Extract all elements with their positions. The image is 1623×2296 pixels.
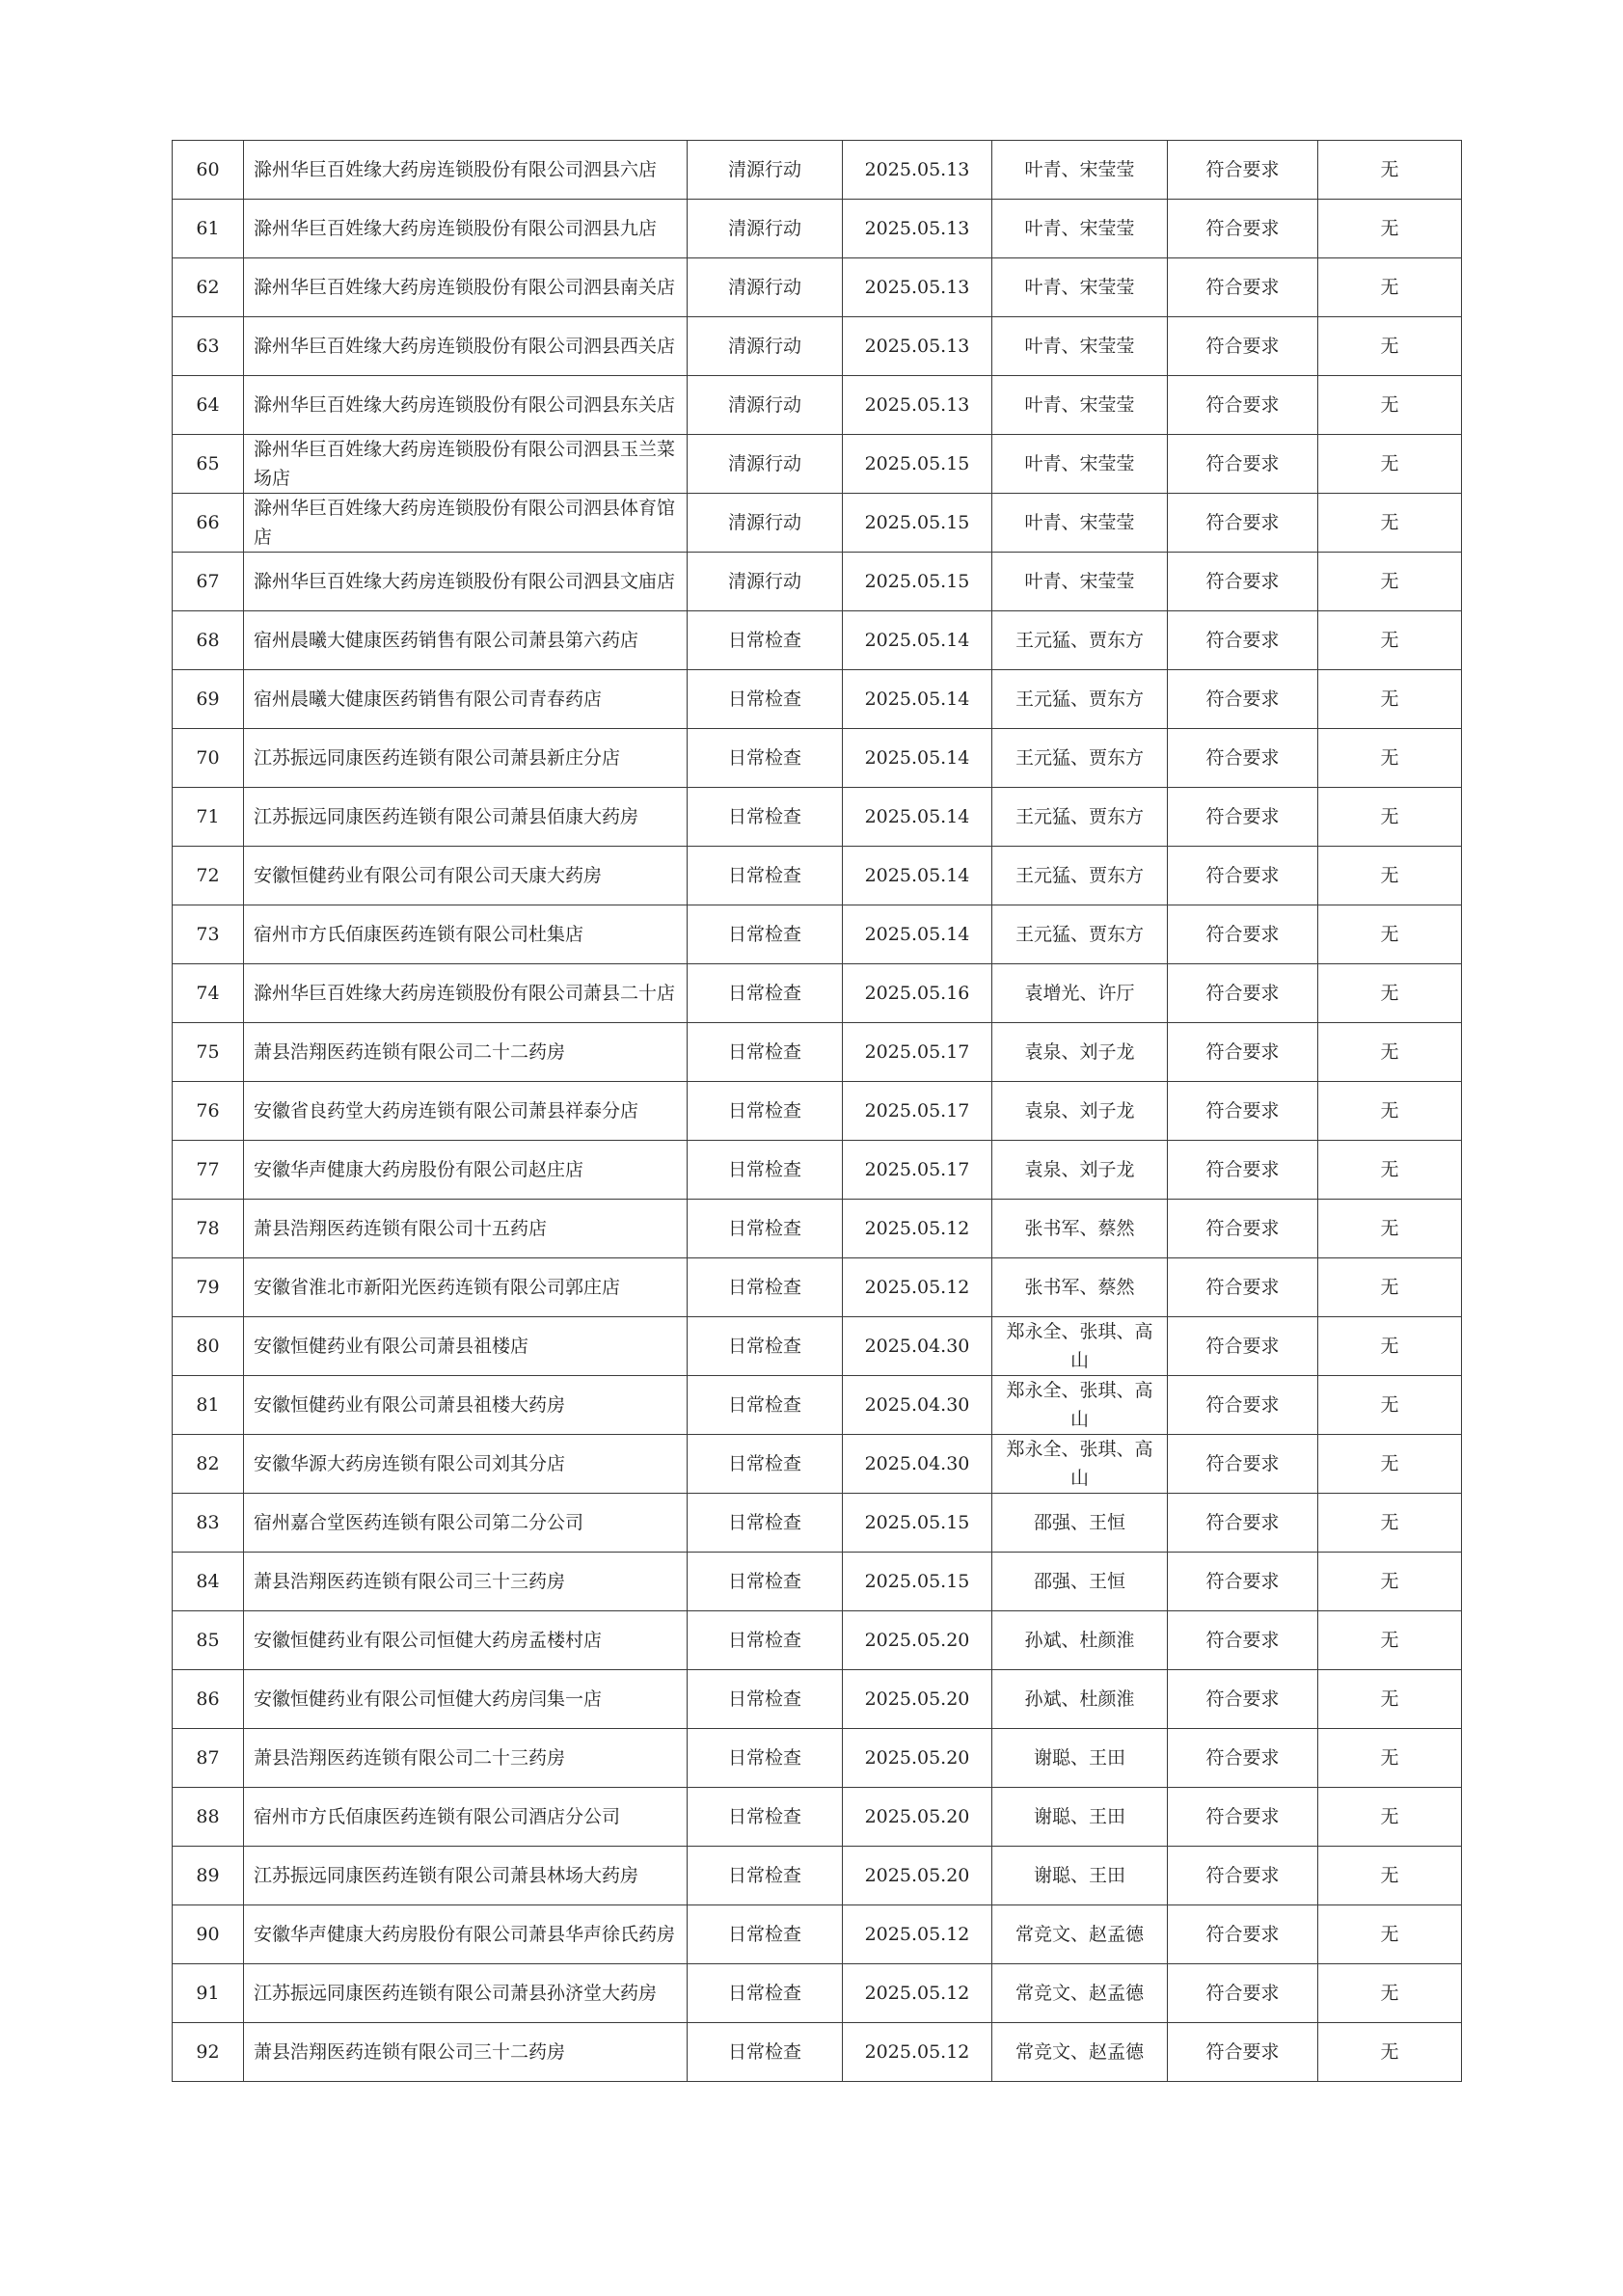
cell-inspectors: 叶青、宋莹莹 (992, 258, 1168, 317)
cell-result: 符合要求 (1168, 847, 1318, 905)
cell-result: 符合要求 (1168, 258, 1318, 317)
table-row (173, 1729, 1462, 1788)
table-row (173, 1141, 1462, 1200)
cell-inspection-date: 2025.05.20 (843, 1729, 992, 1788)
cell-store-name: 滁州华巨百姓缘大药房连锁股份有限公司泗县南关店 (244, 258, 688, 317)
cell-inspection-date: 2025.05.12 (843, 1964, 992, 2023)
cell-remark: 无 (1318, 1729, 1462, 1788)
cell-result: 符合要求 (1168, 1788, 1318, 1847)
cell-inspection-type: 清源行动 (688, 553, 843, 611)
cell-remark: 无 (1318, 200, 1462, 258)
cell-result: 符合要求 (1168, 1964, 1318, 2023)
table-row (173, 200, 1462, 258)
cell-inspection-date: 2025.05.15 (843, 553, 992, 611)
cell-inspection-type: 日常检查 (688, 1729, 843, 1788)
table-row (173, 670, 1462, 729)
cell-remark: 无 (1318, 1494, 1462, 1553)
cell-inspection-type: 日常检查 (688, 1788, 843, 1847)
cell-inspection-date: 2025.05.16 (843, 964, 992, 1023)
cell-store-name: 宿州晨曦大健康医药销售有限公司萧县第六药店 (244, 611, 688, 670)
table-row (173, 1905, 1462, 1964)
cell-remark: 无 (1318, 1611, 1462, 1670)
cell-number: 71 (173, 788, 244, 847)
table-row (173, 1376, 1462, 1435)
cell-inspection-date: 2025.04.30 (843, 1435, 992, 1494)
cell-number: 73 (173, 905, 244, 964)
cell-store-name: 安徽恒健药业有限公司恒健大药房孟楼村店 (244, 1611, 688, 1670)
cell-result: 符合要求 (1168, 376, 1318, 435)
cell-remark: 无 (1318, 376, 1462, 435)
cell-number: 62 (173, 258, 244, 317)
cell-number: 65 (173, 435, 244, 494)
cell-inspection-date: 2025.05.13 (843, 376, 992, 435)
cell-number: 82 (173, 1435, 244, 1494)
cell-inspection-type: 日常检查 (688, 964, 843, 1023)
cell-number: 66 (173, 494, 244, 553)
cell-number: 70 (173, 729, 244, 788)
cell-result: 符合要求 (1168, 1258, 1318, 1317)
cell-number: 83 (173, 1494, 244, 1553)
cell-remark: 无 (1318, 1376, 1462, 1435)
cell-inspectors: 谢聪、王田 (992, 1788, 1168, 1847)
cell-inspection-date: 2025.05.20 (843, 1788, 992, 1847)
cell-inspection-date: 2025.05.12 (843, 1258, 992, 1317)
cell-remark: 无 (1318, 1200, 1462, 1258)
cell-inspectors: 袁泉、刘子龙 (992, 1023, 1168, 1082)
cell-store-name: 安徽华源大药房连锁有限公司刘其分店 (244, 1435, 688, 1494)
cell-inspectors: 叶青、宋莹莹 (992, 553, 1168, 611)
cell-result: 符合要求 (1168, 1553, 1318, 1611)
cell-inspectors: 郑永全、张琪、高山 (992, 1376, 1168, 1435)
cell-inspection-type: 日常检查 (688, 1141, 843, 1200)
cell-store-name: 萧县浩翔医药连锁有限公司三十二药房 (244, 2023, 688, 2082)
table-row (173, 435, 1462, 494)
cell-inspectors: 郑永全、张琪、高山 (992, 1317, 1168, 1376)
cell-inspection-type: 清源行动 (688, 435, 843, 494)
cell-inspection-date: 2025.04.30 (843, 1317, 992, 1376)
cell-inspection-type: 日常检查 (688, 1611, 843, 1670)
cell-inspection-type: 清源行动 (688, 317, 843, 376)
cell-remark: 无 (1318, 2023, 1462, 2082)
cell-store-name: 滁州华巨百姓缘大药房连锁股份有限公司泗县东关店 (244, 376, 688, 435)
cell-number: 69 (173, 670, 244, 729)
cell-remark: 无 (1318, 141, 1462, 200)
cell-inspection-type: 日常检查 (688, 1553, 843, 1611)
cell-store-name: 滁州华巨百姓缘大药房连锁股份有限公司泗县体育馆店 (244, 494, 688, 553)
cell-store-name: 萧县浩翔医药连锁有限公司二十二药房 (244, 1023, 688, 1082)
cell-remark: 无 (1318, 847, 1462, 905)
table-row (173, 2023, 1462, 2082)
cell-result: 符合要求 (1168, 1200, 1318, 1258)
cell-remark: 无 (1318, 1847, 1462, 1905)
cell-remark: 无 (1318, 905, 1462, 964)
cell-result: 符合要求 (1168, 964, 1318, 1023)
cell-store-name: 安徽恒健药业有限公司恒健大药房闫集一店 (244, 1670, 688, 1729)
table-row (173, 964, 1462, 1023)
cell-inspectors: 邵强、王恒 (992, 1494, 1168, 1553)
cell-store-name: 安徽华声健康大药房股份有限公司萧县华声徐氏药房 (244, 1905, 688, 1964)
cell-store-name: 滁州华巨百姓缘大药房连锁股份有限公司泗县六店 (244, 141, 688, 200)
cell-store-name: 萧县浩翔医药连锁有限公司三十三药房 (244, 1553, 688, 1611)
cell-inspection-date: 2025.05.20 (843, 1670, 992, 1729)
cell-number: 68 (173, 611, 244, 670)
cell-number: 64 (173, 376, 244, 435)
cell-store-name: 安徽省良药堂大药房连锁有限公司萧县祥泰分店 (244, 1082, 688, 1141)
cell-inspectors: 张书军、蔡然 (992, 1258, 1168, 1317)
cell-inspectors: 叶青、宋莹莹 (992, 141, 1168, 200)
cell-inspection-type: 日常检查 (688, 1435, 843, 1494)
cell-store-name: 宿州市方氏佰康医药连锁有限公司酒店分公司 (244, 1788, 688, 1847)
cell-number: 91 (173, 1964, 244, 2023)
cell-inspectors: 叶青、宋莹莹 (992, 317, 1168, 376)
cell-inspection-type: 清源行动 (688, 376, 843, 435)
cell-inspection-date: 2025.05.13 (843, 258, 992, 317)
table-row (173, 1964, 1462, 2023)
cell-inspection-date: 2025.05.17 (843, 1023, 992, 1082)
cell-number: 80 (173, 1317, 244, 1376)
cell-remark: 无 (1318, 435, 1462, 494)
cell-inspectors: 孙斌、杜颜淮 (992, 1670, 1168, 1729)
cell-inspection-date: 2025.05.12 (843, 2023, 992, 2082)
cell-inspection-type: 日常检查 (688, 2023, 843, 2082)
cell-inspectors: 王元猛、贾东方 (992, 788, 1168, 847)
cell-inspection-date: 2025.05.15 (843, 1553, 992, 1611)
cell-inspectors: 邵强、王恒 (992, 1553, 1168, 1611)
cell-inspectors: 叶青、宋莹莹 (992, 494, 1168, 553)
cell-remark: 无 (1318, 1788, 1462, 1847)
cell-number: 88 (173, 1788, 244, 1847)
cell-result: 符合要求 (1168, 1905, 1318, 1964)
table-row (173, 1023, 1462, 1082)
cell-inspection-date: 2025.05.15 (843, 1494, 992, 1553)
cell-inspection-type: 日常检查 (688, 1258, 843, 1317)
cell-inspection-type: 日常检查 (688, 1200, 843, 1258)
cell-result: 符合要求 (1168, 1141, 1318, 1200)
cell-inspection-type: 日常检查 (688, 1023, 843, 1082)
cell-inspectors: 叶青、宋莹莹 (992, 435, 1168, 494)
cell-remark: 无 (1318, 1258, 1462, 1317)
cell-remark: 无 (1318, 1670, 1462, 1729)
cell-inspectors: 袁泉、刘子龙 (992, 1141, 1168, 1200)
cell-number: 76 (173, 1082, 244, 1141)
cell-store-name: 安徽华声健康大药房股份有限公司赵庄店 (244, 1141, 688, 1200)
cell-inspection-date: 2025.05.14 (843, 611, 992, 670)
cell-result: 符合要求 (1168, 2023, 1318, 2082)
cell-number: 75 (173, 1023, 244, 1082)
cell-store-name: 江苏振远同康医药连锁有限公司萧县孙济堂大药房 (244, 1964, 688, 2023)
cell-inspection-type: 清源行动 (688, 141, 843, 200)
cell-number: 89 (173, 1847, 244, 1905)
cell-remark: 无 (1318, 611, 1462, 670)
cell-result: 符合要求 (1168, 317, 1318, 376)
cell-number: 61 (173, 200, 244, 258)
cell-inspectors: 袁增光、许厅 (992, 964, 1168, 1023)
cell-result: 符合要求 (1168, 1435, 1318, 1494)
cell-result: 符合要求 (1168, 435, 1318, 494)
cell-store-name: 安徽恒健药业有限公司萧县祖楼大药房 (244, 1376, 688, 1435)
cell-inspection-date: 2025.05.14 (843, 670, 992, 729)
cell-result: 符合要求 (1168, 788, 1318, 847)
table-row (173, 553, 1462, 611)
cell-number: 85 (173, 1611, 244, 1670)
table-body (173, 141, 1462, 2082)
cell-store-name: 滁州华巨百姓缘大药房连锁股份有限公司泗县九店 (244, 200, 688, 258)
cell-result: 符合要求 (1168, 1847, 1318, 1905)
cell-number: 79 (173, 1258, 244, 1317)
cell-inspection-date: 2025.04.30 (843, 1376, 992, 1435)
table-row (173, 905, 1462, 964)
cell-remark: 无 (1318, 553, 1462, 611)
cell-store-name: 宿州嘉合堂医药连锁有限公司第二分公司 (244, 1494, 688, 1553)
table-row (173, 1611, 1462, 1670)
cell-inspection-date: 2025.05.14 (843, 788, 992, 847)
cell-number: 78 (173, 1200, 244, 1258)
cell-inspectors: 叶青、宋莹莹 (992, 376, 1168, 435)
cell-inspection-date: 2025.05.14 (843, 847, 992, 905)
cell-inspection-type: 日常检查 (688, 1670, 843, 1729)
cell-inspection-type: 日常检查 (688, 847, 843, 905)
table-row (173, 1847, 1462, 1905)
cell-number: 77 (173, 1141, 244, 1200)
cell-inspection-type: 日常检查 (688, 1082, 843, 1141)
cell-number: 60 (173, 141, 244, 200)
cell-result: 符合要求 (1168, 494, 1318, 553)
table-row (173, 141, 1462, 200)
cell-inspectors: 王元猛、贾东方 (992, 729, 1168, 788)
cell-number: 72 (173, 847, 244, 905)
cell-inspectors: 常竞文、赵孟德 (992, 1964, 1168, 2023)
cell-result: 符合要求 (1168, 611, 1318, 670)
cell-store-name: 萧县浩翔医药连锁有限公司二十三药房 (244, 1729, 688, 1788)
cell-remark: 无 (1318, 494, 1462, 553)
cell-inspection-type: 日常检查 (688, 905, 843, 964)
cell-store-name: 江苏振远同康医药连锁有限公司萧县佰康大药房 (244, 788, 688, 847)
cell-result: 符合要求 (1168, 670, 1318, 729)
cell-result: 符合要求 (1168, 729, 1318, 788)
cell-remark: 无 (1318, 1435, 1462, 1494)
table-row (173, 847, 1462, 905)
cell-inspectors: 张书军、蔡然 (992, 1200, 1168, 1258)
cell-remark: 无 (1318, 1317, 1462, 1376)
cell-remark: 无 (1318, 317, 1462, 376)
cell-result: 符合要求 (1168, 1494, 1318, 1553)
cell-inspection-date: 2025.05.20 (843, 1847, 992, 1905)
cell-remark: 无 (1318, 1023, 1462, 1082)
cell-inspection-date: 2025.05.13 (843, 141, 992, 200)
cell-store-name: 滁州华巨百姓缘大药房连锁股份有限公司泗县玉兰菜场店 (244, 435, 688, 494)
cell-inspection-type: 日常检查 (688, 1964, 843, 2023)
cell-remark: 无 (1318, 1905, 1462, 1964)
cell-inspectors: 王元猛、贾东方 (992, 611, 1168, 670)
cell-remark: 无 (1318, 788, 1462, 847)
cell-store-name: 安徽省淮北市新阳光医药连锁有限公司郭庄店 (244, 1258, 688, 1317)
cell-inspection-type: 日常检查 (688, 729, 843, 788)
cell-inspection-type: 日常检查 (688, 788, 843, 847)
table-row (173, 788, 1462, 847)
cell-result: 符合要求 (1168, 1670, 1318, 1729)
cell-inspection-type: 清源行动 (688, 494, 843, 553)
table-row (173, 494, 1462, 553)
cell-store-name: 江苏振远同康医药连锁有限公司萧县新庄分店 (244, 729, 688, 788)
cell-store-name: 安徽恒健药业有限公司有限公司天康大药房 (244, 847, 688, 905)
cell-remark: 无 (1318, 670, 1462, 729)
cell-result: 符合要求 (1168, 141, 1318, 200)
table-row (173, 1258, 1462, 1317)
cell-inspection-date: 2025.05.15 (843, 494, 992, 553)
cell-remark: 无 (1318, 258, 1462, 317)
cell-result: 符合要求 (1168, 1023, 1318, 1082)
cell-inspection-date: 2025.05.12 (843, 1905, 992, 1964)
cell-result: 符合要求 (1168, 200, 1318, 258)
cell-inspection-type: 日常检查 (688, 611, 843, 670)
cell-store-name: 宿州晨曦大健康医药销售有限公司青春药店 (244, 670, 688, 729)
table-row (173, 376, 1462, 435)
table-row (173, 1670, 1462, 1729)
cell-result: 符合要求 (1168, 1082, 1318, 1141)
cell-number: 63 (173, 317, 244, 376)
table-row (173, 1788, 1462, 1847)
cell-result: 符合要求 (1168, 1376, 1318, 1435)
cell-store-name: 宿州市方氏佰康医药连锁有限公司杜集店 (244, 905, 688, 964)
cell-number: 87 (173, 1729, 244, 1788)
cell-result: 符合要求 (1168, 553, 1318, 611)
cell-result: 符合要求 (1168, 905, 1318, 964)
cell-inspectors: 谢聪、王田 (992, 1729, 1168, 1788)
table-row (173, 1494, 1462, 1553)
cell-inspection-type: 清源行动 (688, 258, 843, 317)
cell-remark: 无 (1318, 1141, 1462, 1200)
cell-store-name: 滁州华巨百姓缘大药房连锁股份有限公司萧县二十店 (244, 964, 688, 1023)
cell-inspectors: 谢聪、王田 (992, 1847, 1168, 1905)
cell-inspection-date: 2025.05.14 (843, 905, 992, 964)
cell-inspection-date: 2025.05.17 (843, 1082, 992, 1141)
cell-inspection-type: 日常检查 (688, 670, 843, 729)
table-row (173, 1082, 1462, 1141)
cell-store-name: 安徽恒健药业有限公司萧县祖楼店 (244, 1317, 688, 1376)
table-row (173, 1553, 1462, 1611)
table-row (173, 611, 1462, 670)
cell-remark: 无 (1318, 729, 1462, 788)
table-row (173, 317, 1462, 376)
cell-result: 符合要求 (1168, 1611, 1318, 1670)
cell-store-name: 江苏振远同康医药连锁有限公司萧县林场大药房 (244, 1847, 688, 1905)
cell-store-name: 滁州华巨百姓缘大药房连锁股份有限公司泗县西关店 (244, 317, 688, 376)
table-row (173, 729, 1462, 788)
cell-number: 92 (173, 2023, 244, 2082)
cell-number: 90 (173, 1905, 244, 1964)
cell-inspection-type: 日常检查 (688, 1494, 843, 1553)
cell-inspection-type: 日常检查 (688, 1847, 843, 1905)
cell-remark: 无 (1318, 1553, 1462, 1611)
cell-inspectors: 郑永全、张琪、高山 (992, 1435, 1168, 1494)
cell-store-name: 萧县浩翔医药连锁有限公司十五药店 (244, 1200, 688, 1258)
cell-number: 81 (173, 1376, 244, 1435)
cell-inspection-type: 日常检查 (688, 1317, 843, 1376)
cell-inspection-date: 2025.05.13 (843, 200, 992, 258)
cell-remark: 无 (1318, 1082, 1462, 1141)
cell-remark: 无 (1318, 1964, 1462, 2023)
cell-number: 86 (173, 1670, 244, 1729)
cell-inspection-date: 2025.05.20 (843, 1611, 992, 1670)
cell-inspectors: 王元猛、贾东方 (992, 670, 1168, 729)
table-row (173, 1200, 1462, 1258)
cell-result: 符合要求 (1168, 1729, 1318, 1788)
cell-inspection-type: 日常检查 (688, 1376, 843, 1435)
cell-inspection-type: 清源行动 (688, 200, 843, 258)
cell-number: 67 (173, 553, 244, 611)
cell-number: 74 (173, 964, 244, 1023)
cell-inspectors: 王元猛、贾东方 (992, 905, 1168, 964)
cell-inspectors: 叶青、宋莹莹 (992, 200, 1168, 258)
cell-inspection-date: 2025.05.17 (843, 1141, 992, 1200)
inspection-table (172, 140, 1462, 2082)
cell-inspection-type: 日常检查 (688, 1905, 843, 1964)
table-row (173, 1435, 1462, 1494)
cell-inspection-date: 2025.05.14 (843, 729, 992, 788)
cell-inspectors: 袁泉、刘子龙 (992, 1082, 1168, 1141)
cell-inspection-date: 2025.05.12 (843, 1200, 992, 1258)
cell-inspectors: 王元猛、贾东方 (992, 847, 1168, 905)
table-row (173, 258, 1462, 317)
cell-number: 84 (173, 1553, 244, 1611)
cell-remark: 无 (1318, 964, 1462, 1023)
cell-inspection-date: 2025.05.13 (843, 317, 992, 376)
cell-store-name: 滁州华巨百姓缘大药房连锁股份有限公司泗县文庙店 (244, 553, 688, 611)
cell-inspectors: 孙斌、杜颜淮 (992, 1611, 1168, 1670)
cell-inspectors: 常竞文、赵孟德 (992, 1905, 1168, 1964)
table-row (173, 1317, 1462, 1376)
cell-inspectors: 常竞文、赵孟德 (992, 2023, 1168, 2082)
cell-inspection-date: 2025.05.15 (843, 435, 992, 494)
cell-result: 符合要求 (1168, 1317, 1318, 1376)
